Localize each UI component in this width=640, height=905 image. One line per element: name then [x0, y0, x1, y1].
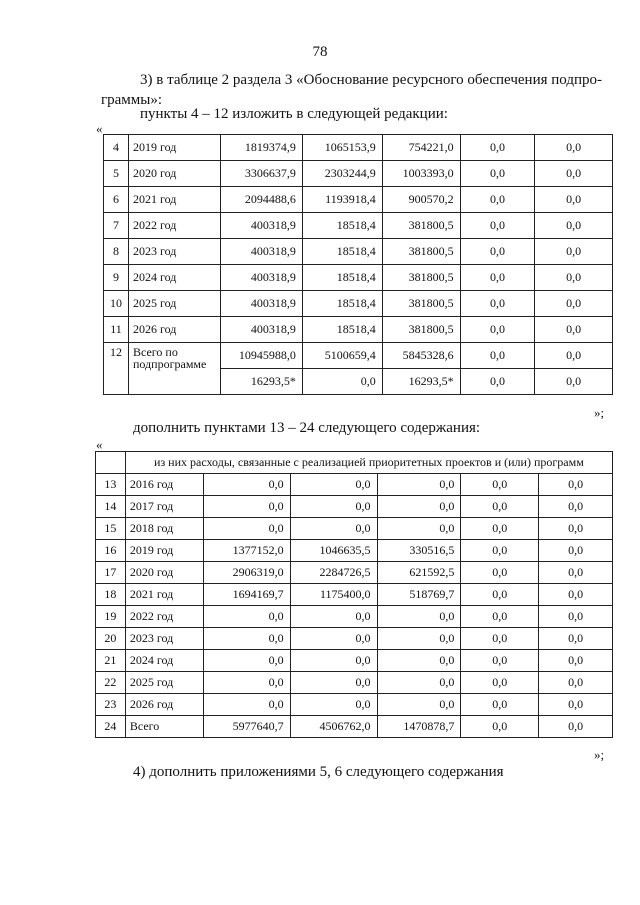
- table-cell: 0,0: [460, 343, 535, 369]
- table-cell: 2284726,5: [290, 562, 377, 584]
- paragraph-3-line-1: 3) в таблице 2 раздела 3 «Обоснование ресурсного обеспечения подпро-: [140, 72, 602, 88]
- paragraph-4: 4) дополнить приложениями 5, 6 следующего содержания: [133, 764, 504, 780]
- table-row: [96, 496, 613, 518]
- open-quote-2: «: [96, 437, 103, 452]
- table-cell: 0,0: [377, 694, 461, 716]
- row-year: 2024 год: [125, 650, 203, 672]
- table-cell: 0,0: [535, 213, 613, 239]
- table-cell: 0,0: [461, 606, 539, 628]
- table-cell: 0,0: [460, 161, 535, 187]
- page-number: 78: [312, 44, 328, 60]
- table-cell: 0,0: [535, 265, 613, 291]
- table-cell: 0,0: [461, 474, 539, 496]
- table-cell: 381800,5: [382, 317, 460, 343]
- table-row: [104, 317, 613, 343]
- table-cell: 0,0: [203, 496, 290, 518]
- table-cell: 0,0: [461, 716, 539, 738]
- table-header: из них расходы, связанные с реализацией приоритетных проектов и (или) программ: [125, 452, 612, 474]
- table-row: [104, 265, 613, 291]
- table-cell: 0,0: [461, 518, 539, 540]
- row-number: 19: [96, 606, 126, 628]
- table-row: [96, 606, 613, 628]
- row-number: 24: [96, 716, 126, 738]
- row-year: 2022 год: [125, 606, 203, 628]
- total-label-line-1: Всего по: [132, 345, 178, 359]
- row-year: 2016 год: [125, 474, 203, 496]
- table-cell: 0,0: [461, 540, 539, 562]
- table-cell: 10945988,0: [220, 343, 302, 369]
- row-number: 18: [96, 584, 126, 606]
- table-cell: 0,0: [535, 187, 613, 213]
- table-cell: 0,0: [203, 474, 290, 496]
- table-header-row: [96, 452, 613, 474]
- table-cell: 400318,9: [220, 317, 302, 343]
- table-row: [96, 672, 613, 694]
- table-cell: 0,0: [539, 474, 613, 496]
- row-number: 20: [96, 628, 126, 650]
- table-cell: 518769,7: [377, 584, 461, 606]
- paragraph-3-line-3: пункты 4 – 12 изложить в следующей редакции:: [140, 106, 448, 122]
- open-quote-1: «: [96, 121, 103, 136]
- table-cell: 0,0: [535, 239, 613, 265]
- table-row: [104, 187, 613, 213]
- row-year: 2026 год: [125, 694, 203, 716]
- table-cell: 0,0: [290, 518, 377, 540]
- table-cell: 1175400,0: [290, 584, 377, 606]
- row-year: 2025 год: [125, 672, 203, 694]
- row-year: 2023 год: [128, 239, 220, 265]
- table-cell: 1046635,5: [290, 540, 377, 562]
- table-cell: 0,0: [203, 628, 290, 650]
- table-cell: 0,0: [461, 672, 539, 694]
- table-cell: 2906319,0: [203, 562, 290, 584]
- table-cell: 0,0: [460, 135, 535, 161]
- table-cell: 0,0: [539, 672, 613, 694]
- table-cell: 0,0: [461, 584, 539, 606]
- table-cell: 5845328,6: [382, 343, 460, 369]
- table-cell: 0,0: [203, 606, 290, 628]
- table-cell: 381800,5: [382, 265, 460, 291]
- table-row: [96, 716, 613, 738]
- table-cell: 0,0: [203, 672, 290, 694]
- table-cell: 1193918,4: [302, 187, 382, 213]
- table-cell: 0,0: [460, 239, 535, 265]
- table-cell: 0,0: [535, 135, 613, 161]
- table-cell: 900570,2: [382, 187, 460, 213]
- row-number: 12: [104, 343, 129, 395]
- table-cell: 400318,9: [220, 265, 302, 291]
- table-row: [104, 213, 613, 239]
- table-cell: 1065153,9: [302, 135, 382, 161]
- table-cell: 0,0: [539, 716, 613, 738]
- row-number: 6: [104, 187, 129, 213]
- table-cell: 754221,0: [382, 135, 460, 161]
- table-cell: 0,0: [461, 650, 539, 672]
- table-row: [96, 540, 613, 562]
- table-cell: 0,0: [539, 584, 613, 606]
- table-cell: 0,0: [203, 694, 290, 716]
- table-row: [96, 628, 613, 650]
- table-row: [96, 562, 613, 584]
- table-cell: 0,0: [290, 474, 377, 496]
- table-cell: 0,0: [539, 650, 613, 672]
- table-cell: 0,0: [377, 628, 461, 650]
- row-year: 2024 год: [128, 265, 220, 291]
- row-number: 21: [96, 650, 126, 672]
- table-cell: 400318,9: [220, 213, 302, 239]
- table-cell: 1819374,9: [220, 135, 302, 161]
- row-number: 11: [104, 317, 129, 343]
- table-row: [104, 239, 613, 265]
- table-row: [104, 161, 613, 187]
- table-cell: 4506762,0: [290, 716, 377, 738]
- table-cell: 0,0: [461, 628, 539, 650]
- total-label: [128, 343, 220, 395]
- table-cell: 0,0: [203, 650, 290, 672]
- table-cell: 0,0: [461, 694, 539, 716]
- table-cell: 0,0: [460, 265, 535, 291]
- table-cell: 1003393,0: [382, 161, 460, 187]
- row-number: 17: [96, 562, 126, 584]
- table-cell: 18518,4: [302, 291, 382, 317]
- total-label-line-2: подпрограмме: [132, 357, 207, 371]
- table-cell: 0,0: [460, 317, 535, 343]
- row-number: 14: [96, 496, 126, 518]
- row-number: 13: [96, 474, 126, 496]
- table-cell: 0,0: [290, 496, 377, 518]
- table-cell: 0,0: [461, 562, 539, 584]
- table-cell: 0,0: [460, 213, 535, 239]
- row-year: 2021 год: [128, 187, 220, 213]
- table-cell: 5100659,4: [302, 343, 382, 369]
- header-empty-cell: [96, 452, 126, 474]
- table-cell: 0,0: [539, 518, 613, 540]
- row-number: 22: [96, 672, 126, 694]
- table-cell: 0,0: [539, 540, 613, 562]
- table-cell: 621592,5: [377, 562, 461, 584]
- row-number: 8: [104, 239, 129, 265]
- table-cell: 1470878,7: [377, 716, 461, 738]
- table-cell: 0,0: [290, 606, 377, 628]
- table-cell: 0,0: [535, 161, 613, 187]
- row-number: 16: [96, 540, 126, 562]
- table-row: [96, 694, 613, 716]
- table-cell: 0,0: [377, 474, 461, 496]
- table-cell: 0,0: [461, 496, 539, 518]
- row-year: 2017 год: [125, 496, 203, 518]
- table-cell: 0,0: [539, 606, 613, 628]
- row-year: 2025 год: [128, 291, 220, 317]
- table-cell: 5977640,7: [203, 716, 290, 738]
- row-number: 10: [104, 291, 129, 317]
- table-cell: 0,0: [377, 518, 461, 540]
- table-cell: 381800,5: [382, 213, 460, 239]
- table-cell: 330516,5: [377, 540, 461, 562]
- table-cell: 0,0: [377, 650, 461, 672]
- table-cell: 2094488,6: [220, 187, 302, 213]
- table-cell: 0,0: [460, 187, 535, 213]
- table-cell: 0,0: [290, 650, 377, 672]
- table-cell: 0,0: [377, 606, 461, 628]
- table-cell: 18518,4: [302, 213, 382, 239]
- row-number: 15: [96, 518, 126, 540]
- table-row: [96, 474, 613, 496]
- table-cell: 0,0: [539, 562, 613, 584]
- table-cell: 0,0: [377, 672, 461, 694]
- close-quote-2: »;: [594, 747, 605, 762]
- row-year: 2020 год: [128, 161, 220, 187]
- table-cell: 16293,5*: [220, 369, 302, 395]
- row-year: 2019 год: [125, 540, 203, 562]
- resource-table-1: [103, 134, 613, 395]
- table-cell: 0,0: [535, 369, 613, 395]
- table-cell: 381800,5: [382, 291, 460, 317]
- row-year: 2019 год: [128, 135, 220, 161]
- table-cell: 0,0: [535, 291, 613, 317]
- table-cell: 16293,5*: [382, 369, 460, 395]
- table-cell: 0,0: [290, 672, 377, 694]
- row-year: 2018 год: [125, 518, 203, 540]
- table-cell: 0,0: [460, 369, 535, 395]
- table-row: [104, 135, 613, 161]
- row-year: 2020 год: [125, 562, 203, 584]
- table-row: [96, 650, 613, 672]
- table-cell: 0,0: [535, 317, 613, 343]
- table-cell: 3306637,9: [220, 161, 302, 187]
- table-cell: 0,0: [290, 694, 377, 716]
- row-number: 4: [104, 135, 129, 161]
- row-year: Всего: [125, 716, 203, 738]
- row-year: 2023 год: [125, 628, 203, 650]
- table-cell: 0,0: [302, 369, 382, 395]
- table-cell: 400318,9: [220, 239, 302, 265]
- row-year: 2022 год: [128, 213, 220, 239]
- table-cell: 0,0: [539, 496, 613, 518]
- row-number: 23: [96, 694, 126, 716]
- table-cell: 0,0: [535, 343, 613, 369]
- table-cell: 1377152,0: [203, 540, 290, 562]
- table-row: [104, 291, 613, 317]
- resource-table-2: [95, 451, 613, 738]
- table-cell: 18518,4: [302, 317, 382, 343]
- table-cell: 0,0: [539, 628, 613, 650]
- table-row: [96, 518, 613, 540]
- table-cell: 1694169,7: [203, 584, 290, 606]
- table-cell: 2303244,9: [302, 161, 382, 187]
- row-number: 7: [104, 213, 129, 239]
- table-cell: 400318,9: [220, 291, 302, 317]
- row-year: 2026 год: [128, 317, 220, 343]
- table-row: [96, 584, 613, 606]
- table-cell: 0,0: [460, 291, 535, 317]
- table-cell: 381800,5: [382, 239, 460, 265]
- row-number: 9: [104, 265, 129, 291]
- row-year: 2021 год: [125, 584, 203, 606]
- table-row-total: [104, 343, 613, 369]
- table-cell: 0,0: [290, 628, 377, 650]
- table-cell: 0,0: [377, 496, 461, 518]
- table-cell: 18518,4: [302, 239, 382, 265]
- table-cell: 0,0: [203, 518, 290, 540]
- paragraph-add-points: дополнить пунктами 13 – 24 следующего содержания:: [133, 420, 481, 436]
- table-cell: 18518,4: [302, 265, 382, 291]
- table-cell: 0,0: [539, 694, 613, 716]
- close-quote-1: »;: [594, 405, 605, 420]
- row-number: 5: [104, 161, 129, 187]
- paragraph-3-line-2: граммы»:: [101, 92, 163, 108]
